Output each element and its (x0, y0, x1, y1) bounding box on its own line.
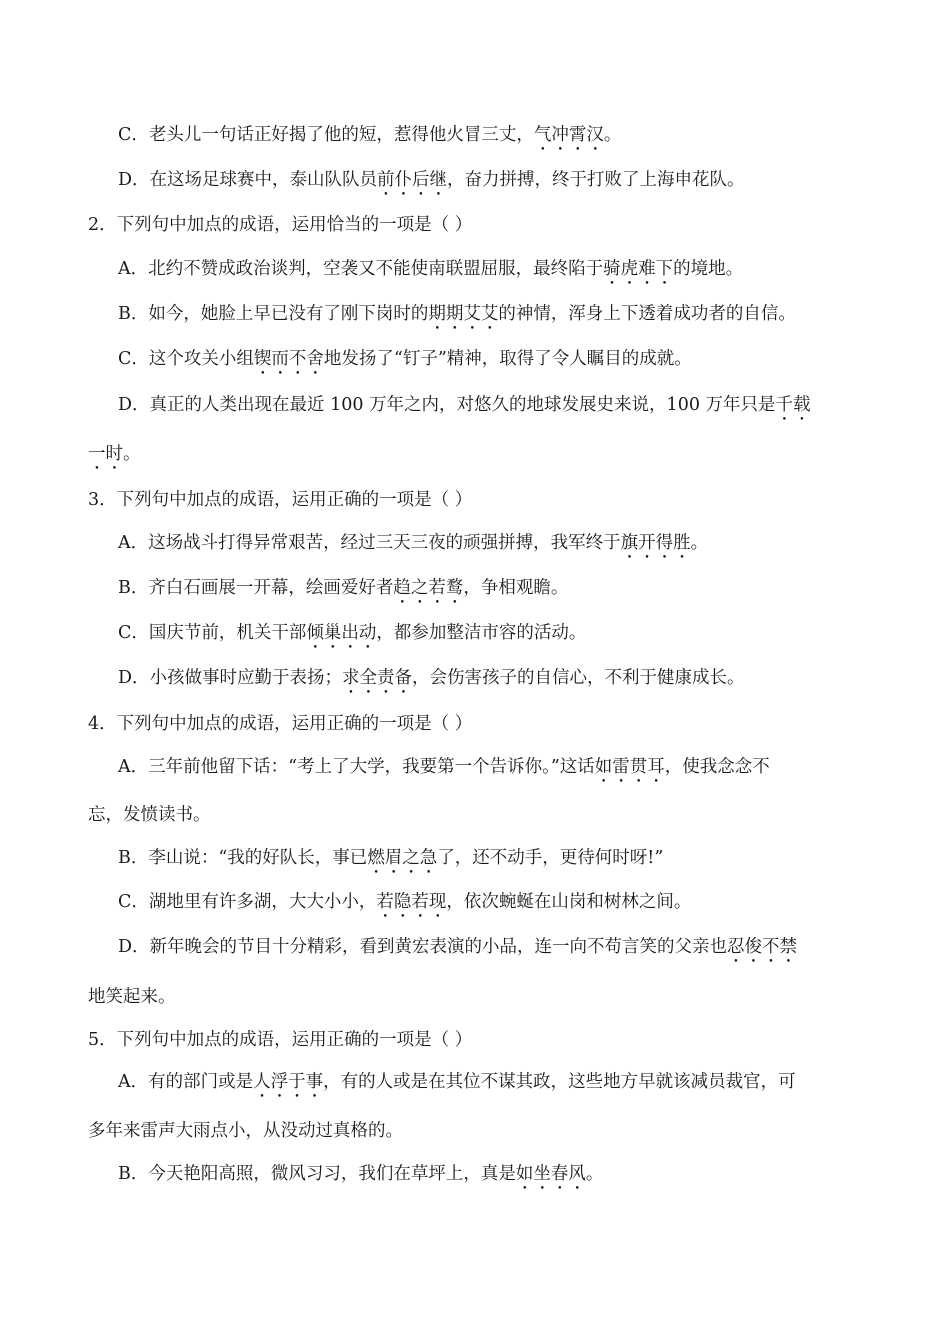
option-line: B．如今，她脸上早已没有了刚下岗时的期期艾艾的神情，浑身上下透着成功者的自信。 (118, 304, 796, 324)
question-line: 4．下列句中加点的成语，运用正确的一项是（ ） (88, 714, 473, 734)
option-line: B．齐白石画展一开幕，绘画爱好者趋之若鹜，争相观瞻。 (118, 578, 569, 598)
emphasized-idiom: 气冲霄汉 (533, 125, 604, 145)
option-line: C．这个攻关小组锲而不舍地发扬了“钉子”精神，取得了令人瞩目的成就。 (118, 349, 692, 369)
emphasized-idiom: 一时 (88, 444, 123, 464)
emphasized-idiom: 锲而不舍 (253, 349, 324, 369)
emphasized-idiom: 如雷贯耳 (594, 757, 665, 777)
emphasized-idiom: 前仆后继 (377, 170, 448, 190)
option-continuation: 地笑起来。 (88, 987, 176, 1007)
option-line: B．李山说：“我的好队长，事已燃眉之急了，还不动手，更待何时呀!” (118, 848, 664, 868)
option-line: A．这场战斗打得异常艰苦，经过三天三夜的顽强拼搏，我军终于旗开得胜。 (118, 533, 709, 553)
emphasized-idiom: 期期艾艾 (428, 304, 499, 324)
question-line: 5．下列句中加点的成语，运用正确的一项是（ ） (88, 1030, 473, 1050)
emphasized-idiom: 如坐春风 (515, 1164, 586, 1184)
emphasized-idiom: 旗开得胜 (620, 533, 691, 553)
option-continuation: 一时。 (88, 444, 141, 464)
emphasized-idiom: 求全责备 (342, 668, 413, 688)
option-line: A．有的部门或是人浮于事，有的人或是在其位不谋其政，这些地方早就该减员裁官，可 (118, 1072, 796, 1092)
emphasized-idiom: 燃眉之急 (367, 848, 438, 868)
emphasized-idiom: 趋之若鹜 (393, 578, 464, 598)
emphasized-idiom: 忍俊不禁 (727, 937, 798, 957)
option-line: C．老头儿一句话正好揭了他的短，惹得他火冒三丈，气冲霄汉。 (118, 125, 622, 145)
emphasized-idiom: 若隐若现 (376, 892, 447, 912)
emphasized-idiom: 人浮于事 (253, 1072, 324, 1092)
emphasized-idiom: 千载 (775, 395, 811, 415)
option-line: B．今天艳阳高照，微风习习，我们在草坪上，真是如坐春风。 (118, 1164, 604, 1184)
emphasized-idiom: 倾巢出动 (306, 623, 377, 643)
option-line: D．真正的人类出现在最近 100 万年之内，对悠久的地球发展史来说，100 万年只是千载 (118, 395, 811, 415)
question-line: 2．下列句中加点的成语，运用恰当的一项是（ ） (88, 215, 473, 235)
option-line: A．北约不赞成政治谈判，空袭又不能使南联盟屈服，最终陷于骑虎难下的境地。 (118, 259, 744, 279)
option-continuation: 多年来雷声大雨点小，从没动过真格的。 (88, 1121, 403, 1141)
question-line: 3．下列句中加点的成语，运用正确的一项是（ ） (88, 490, 473, 510)
option-line: C．国庆节前，机关干部倾巢出动，都参加整洁市容的活动。 (118, 623, 587, 643)
option-line: A．三年前他留下话：“考上了大学，我要第一个告诉你。”这话如雷贯耳，使我念念不 (118, 757, 770, 777)
option-line: D．新年晚会的节目十分精彩，看到黄宏表演的小品，连一向不苟言笑的父亲也忍俊不禁 (118, 937, 798, 957)
emphasized-idiom: 骑虎难下 (603, 259, 674, 279)
option-continuation: 忘，发愤读书。 (88, 805, 211, 825)
option-line: D．小孩做事时应勤于表扬；求全责备，会伤害孩子的自信心，不利于健康成长。 (118, 668, 745, 688)
option-line: C．湖地里有许多湖，大大小小，若隐若现，依次蜿蜒在山岗和树林之间。 (118, 892, 692, 912)
option-line: D．在这场足球赛中，泰山队队员前仆后继，奋力拼搏，终于打败了上海申花队。 (118, 170, 745, 190)
